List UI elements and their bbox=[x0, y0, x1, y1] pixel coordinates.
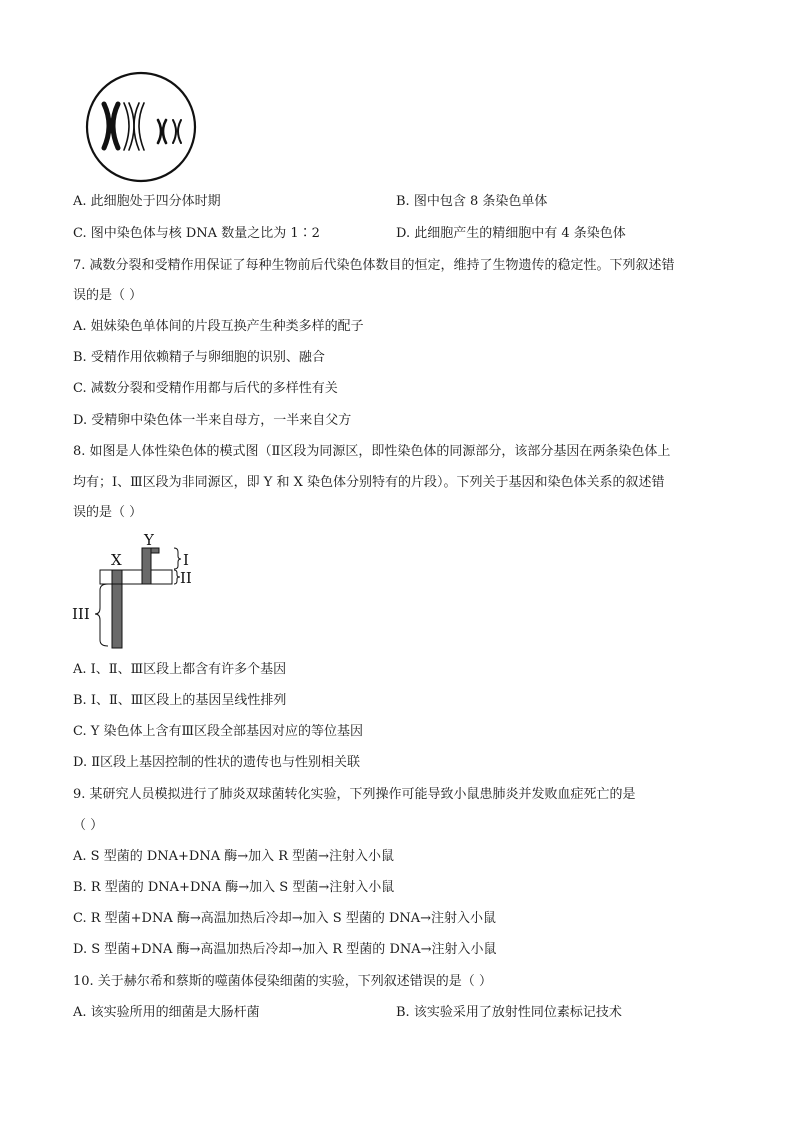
q7-option-c: C. 减数分裂和受精作用都与后代的多样性有关 bbox=[73, 381, 338, 396]
q8-stem-line1: 8. 如图是人体性染色体的模式图（Ⅱ区段为同源区，即性染色体的同源部分，该部分基因在两条染色体上 bbox=[73, 444, 671, 459]
label-ii: II bbox=[180, 569, 192, 587]
q8-option-d: D. Ⅱ区段上基因控制的性状的遗传也与性别相关联 bbox=[73, 755, 361, 770]
label-iii: III bbox=[72, 605, 90, 623]
q8-stem-line2: 均有；Ⅰ、Ⅲ区段为非同源区，即 Y 和 X 染色体分别特有的片段）。下列关于基因和染色体关系的叙述错 bbox=[73, 475, 665, 490]
brace-i bbox=[174, 548, 181, 569]
q7-option-d: D. 受精卵中染色体一半来自母方，一半来自父方 bbox=[73, 413, 352, 428]
q10-option-b: B. 该实验采用了放射性同位素标记技术 bbox=[396, 1005, 622, 1020]
q8-option-c: C. Y 染色体上含有Ⅲ区段全部基因对应的等位基因 bbox=[73, 724, 363, 739]
q10-stem: 10. 关于赫尔希和蔡斯的噬菌体侵染细菌的实验，下列叙述错误的是（ ） bbox=[73, 974, 492, 989]
q6-option-a: A. 此细胞处于四分体时期 bbox=[73, 194, 221, 209]
q9-option-d: D. S 型菌+DNA 酶→高温加热后冷却→加入 R 型菌的 DNA→注射入小鼠 bbox=[73, 942, 497, 957]
q6-option-c: C. 图中染色体与核 DNA 数量之比为 1∶2 bbox=[73, 226, 320, 241]
q8-stem-line3: 误的是（ ） bbox=[73, 505, 143, 520]
large-chromosome-solid bbox=[104, 104, 118, 148]
q6-option-d: D. 此细胞产生的精细胞中有 4 条染色体 bbox=[396, 226, 626, 241]
q6-option-b: B. 图中包含 8 条染色单体 bbox=[396, 194, 548, 209]
label-y: Y bbox=[144, 531, 154, 549]
q9-stem-line1: 9. 某研究人员模拟进行了肺炎双球菌转化实验，下列操作可能导致小鼠患肺炎并发败血症死亡的是 bbox=[73, 787, 636, 802]
cell-diagram bbox=[84, 70, 204, 190]
q7-option-a: A. 姐妹染色单体间的片段互换产生种类多样的配子 bbox=[73, 319, 364, 334]
label-i: I bbox=[183, 551, 189, 569]
q9-option-b: B. R 型菌的 DNA+DNA 酶→加入 S 型菌→注射入小鼠 bbox=[73, 880, 395, 895]
sex-chromosome-diagram bbox=[70, 528, 210, 653]
q9-option-a: A. S 型菌的 DNA+DNA 酶→加入 R 型菌→注射入小鼠 bbox=[73, 849, 395, 864]
q9-stem-line2: （ ） bbox=[73, 818, 104, 833]
q8-option-a: A. Ⅰ、Ⅱ、Ⅲ区段上都含有许多个基因 bbox=[73, 662, 287, 677]
small-chromosome-1 bbox=[158, 120, 166, 143]
q7-stem-line2: 误的是（ ） bbox=[73, 288, 143, 303]
brace-iii bbox=[95, 584, 108, 646]
y-chromosome bbox=[142, 548, 151, 584]
q7-stem-line1: 7. 减数分裂和受精作用保证了每种生物前后代染色体数目的恒定，维持了生物遗传的稳定性。下列叙述错 bbox=[73, 258, 675, 273]
small-chromosome-2 bbox=[173, 120, 181, 143]
q9-option-c: C. R 型菌+DNA 酶→高温加热后冷却→加入 S 型菌的 DNA→注射入小鼠 bbox=[73, 911, 497, 926]
q7-option-b: B. 受精作用依赖精子与卵细胞的识别、融合 bbox=[73, 350, 325, 365]
q8-option-b: B. Ⅰ、Ⅱ、Ⅲ区段上的基因呈线性排列 bbox=[73, 693, 287, 708]
large-chromosome-outlined bbox=[124, 103, 144, 150]
label-x: X bbox=[111, 551, 122, 569]
q10-option-a: A. 该实验所用的细菌是大肠杆菌 bbox=[73, 1005, 260, 1020]
homologous-region-box bbox=[100, 570, 172, 584]
